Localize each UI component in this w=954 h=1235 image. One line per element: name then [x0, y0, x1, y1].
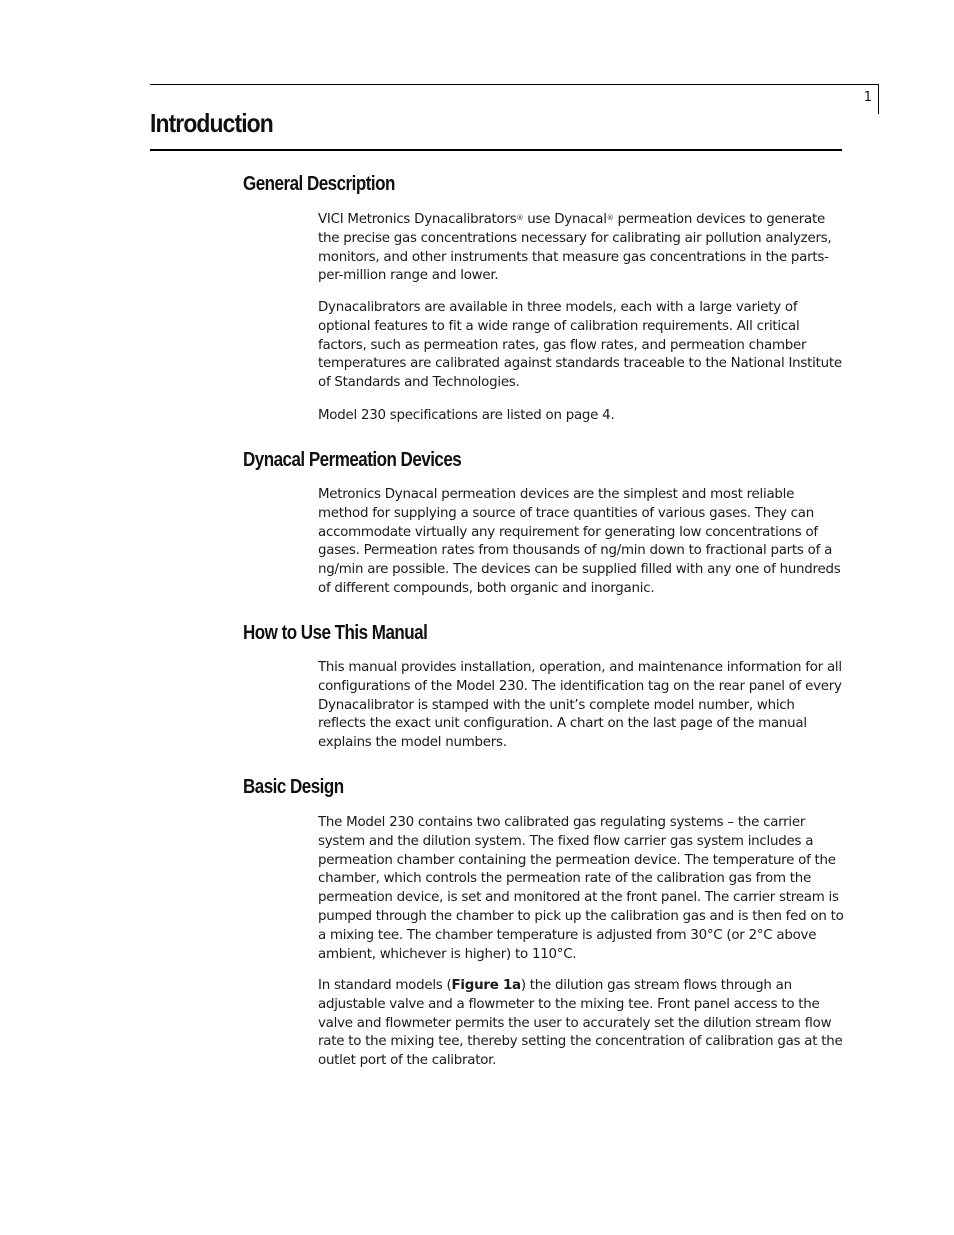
figure-reference-link[interactable]: Figure 1a: [451, 978, 521, 993]
chapter-title: Introduction: [150, 108, 273, 138]
paragraph-general-description-2: Dynacalibrators are available in three models, each with a large variety of optional features to fit a wide range of calibration requirements. All critical factors, such as permeation rates, gas flow rates, and permeation chamber temperatures are calibrated against standards traceable to the National Institute of Standards and Technologies.: [318, 300, 842, 391]
paragraph-general-description-1: [318, 211, 844, 286]
chapter-title-rule: [150, 149, 842, 151]
paragraph-text: use Dynacal: [523, 212, 607, 227]
section-heading-how-to-use-manual: How to Use This Manual: [243, 622, 428, 644]
paragraph-text: In standard models (: [318, 978, 452, 993]
registered-mark: ®: [606, 214, 614, 222]
paragraph-basic-design-2: [318, 977, 844, 1071]
paragraph-dynacal-permeation-devices-1: Metronics Dynacal permeation devices are the simplest and most reliable method for supplying a source of trace quantities of various gases. They can accommodate virtually any requirement for generating low concentrations of gases. Permeation rates from thousands of ng/min down to fractional parts of a ng/min are possible. The devices can be supplied filled with any one of hundreds of different compounds, both organic and inorganic.: [318, 487, 841, 596]
paragraph-text: permeation devices to generate the precise gas concentrations necessary for calibrating air pollution analyzers, monitors, and other instruments that measure gas concentrations in the parts-per-million range and lower.: [318, 212, 832, 284]
paragraph-how-to-use-manual-1: This manual provides installation, operation, and maintenance information for all configurations of the Model 230. The identification tag on the rear panel of every Dynacalibrator is stamped with the unit’s complete model number, which reflects the exact unit configuration. A chart on the last page of the manual explains the model numbers.: [318, 660, 842, 751]
section-heading-basic-design: Basic Design: [243, 776, 344, 798]
registered-mark: ®: [516, 214, 524, 222]
header-tab-rule: [878, 84, 879, 114]
paragraph-text: VICI Metronics Dynacalibrators: [318, 212, 517, 227]
section-heading-general-description: General Description: [243, 173, 395, 195]
paragraph-basic-design-1: The Model 230 contains two calibrated gas regulating systems – the carrier system and the dilution system. The fixed flow carrier gas system includes a permeation chamber containing the permeation device. The temperature of the chamber, which controls the permeation rate of the calibration gas from the permeation device, is set and monitored at the front panel. The carrier stream is pumped through the chamber to pick up the calibration gas and is then fed on to a mixing tee. The chamber temperature is adjusted from 30°C (or 2°C above ambient, whichever is higher) to 110°C.: [318, 815, 844, 962]
paragraph-general-description-3: Model 230 specifications are listed on page 4.: [318, 408, 615, 423]
header-rule: [150, 84, 878, 85]
page-number: 1: [863, 90, 872, 105]
section-heading-dynacal-permeation-devices: Dynacal Permeation Devices: [243, 449, 462, 471]
paragraph-text: ) the dilution gas stream flows through an adjustable valve and a flowmeter to the mixing tee. Front panel access to the valve and flowmeter permits the user to accurately set the dilution stream flow rate to the mixing tee, thereby setting the concentration of calibration gas at the outlet port of the calibrator.: [318, 978, 843, 1069]
